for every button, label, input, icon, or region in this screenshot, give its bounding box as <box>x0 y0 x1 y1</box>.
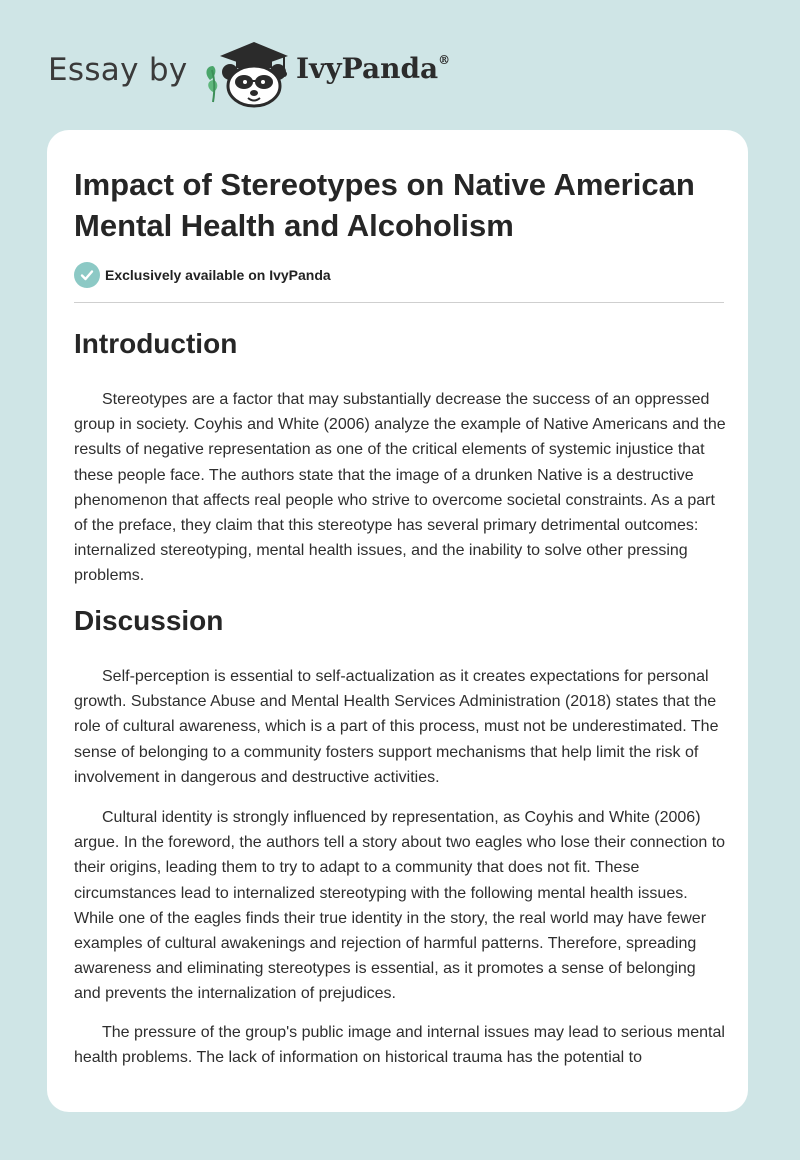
registered-mark: ® <box>438 52 451 67</box>
check-circle-icon <box>74 262 100 288</box>
essay-by-label: Essay by <box>48 52 188 88</box>
brand-logo-text <box>296 52 450 85</box>
paragraph: Self-perception is essential to self-actualization as it creates expectations for personal growth. Substance Abuse and Mental Health Services Administration (2018) states that the role of cultural awareness, which is a part of this process, must not be underestimated. The sense of belonging to a community fosters support mechanisms that help limit the risk of involvement in dangerous and destructive activities. <box>74 668 719 786</box>
exclusive-badge <box>74 262 331 288</box>
section-heading-discussion: Discussion <box>74 605 224 636</box>
section-heading-introduction: Introduction <box>74 328 238 359</box>
paragraph: Cultural identity is strongly influenced by representation, as Coyhis and White (2006) argue. In the foreword, the authors tell a story about two eagles who lose their connection to their origins, leading them to try to adapt to a community that does not fit. These circumstances lead to internalized stereotyping with the following mental health issues. While one of the eagles finds their true identity in the story, the real world may have fewer examples of cultural awakenings and rejection of harmful patterns. Therefore, spreading awareness and eliminating stereotypes is essential, as it promotes a sense of belonging and prevents the internalization of prejudices. <box>74 809 726 1003</box>
brand-name: IvyPanda <box>296 52 439 85</box>
article-title: Impact of Stereotypes on Native American Mental Health and Alcoholism <box>74 167 695 243</box>
panda-with-graduation-cap-icon <box>200 36 292 108</box>
paragraph: Stereotypes are a factor that may substantially decrease the success of an oppressed group in society. Coyhis and White (2006) analyze the example of Native Americans and the results of negative representation as one of the critical elements of systemic injustice that these people face. The authors state that the image of a drunken Native is a destructive phenomenon that affects real people who strive to overcome societal constraints. As a part of the preface, they claim that this stereotype has several primary detrimental outcomes: internalized stereotyping, mental health issues, and the inability to solve other pressing problems. <box>74 391 726 585</box>
site-header <box>0 0 800 120</box>
divider <box>74 302 724 303</box>
exclusive-badge-label: Exclusively available on IvyPanda <box>105 267 331 283</box>
article-card <box>47 130 748 1112</box>
paragraph: The pressure of the group's public image and internal issues may lead to serious mental health problems. The lack of information on historical trauma has the potential to <box>74 1024 725 1067</box>
